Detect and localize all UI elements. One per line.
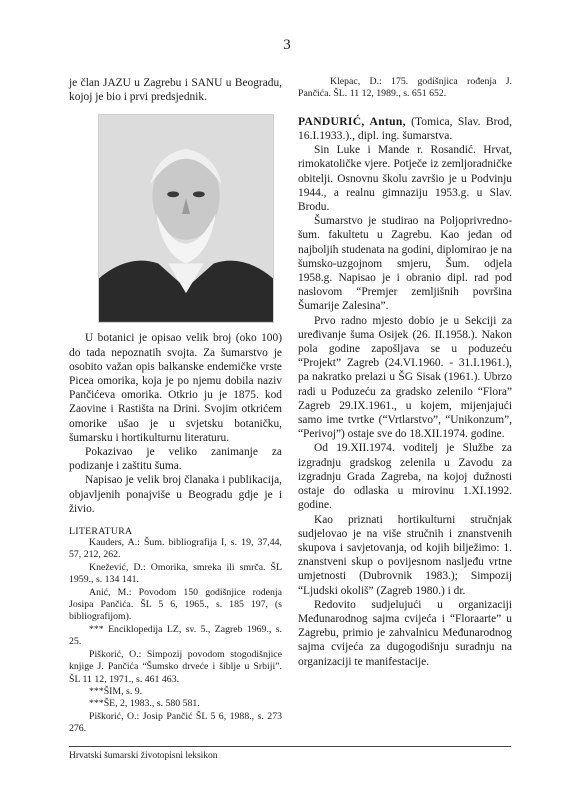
reference-8: Piškorić, O.: Josip Pančić ŠL 5 6, 1988., s. 273 276. [69,710,282,735]
reference-3: Anić, M.: Povodom 150 godišnjice rodenja Josipa Pančića. ŠL 5 6, 1965., s. 185 197, (s bibliografijom). [69,586,282,623]
footer-text: Hrvatski šumarski životopisni leksikon [69,751,218,761]
reference-7: ***ŠE, 2, 1983., s. 580 581. [89,698,200,710]
entry-head-details: (Tomica, Slav. Brod, 16.I.1933.)., dipl. ing. šumarstva. [298,114,512,143]
literature-title: LITERATURA [69,526,133,538]
entry-heading [298,115,512,143]
footer-divider [69,746,511,747]
entry-paragraph-2: Šumarstvo je studirao na Poljoprivredno-šum. fakultetu u Zagrebu. Kao jedan od najboljih studenata na godini, diplomirao je na šumsko-uzgojnom smjeru, Šum. odjela 1958.g. Napisao je i obranio dipl. rad pod naslovom “Premjer zemljišnih površina Šumarije Zalesina”. [298,215,512,313]
reference-5: Piškorić, O.: Simpozij povodom stogodišnjice knjige J. Pančića “Šumsko drveće i šiblje u Srbiji”. ŠL 11 12, 1971., s. 461 463. [69,648,282,685]
entry-name: PANDURIĆ, Antun, [298,114,406,128]
top-reference: Klepac, D.: 175. godišnjica rođenja J. Pančića. ŠL. 11 12, 1989., s. 651 652. [298,76,512,100]
entry-paragraph-6: Redovito sudjelujući u organizaciji Međunarodnog sajma cvijeća i “Floraarte” u Zagrebu, primio je zahvalnicu Međunarodnog sajma cvijeća za dugogodišnju suradnju na organizaciji te manifestacije. [298,598,512,668]
right-column [298,76,512,669]
left-column [69,76,282,736]
reference-2: Knežević, D.: Omorika, smreka ili smrča. ŠL 1959., s. 134 141. [69,561,282,586]
entry-paragraph-3: Prvo radno mjesto dobio je u Sekciji za uređivanje šuma Osijek (26. II.1958.). Nakon pola godine zapošljava se u poduzeću “Projekt” Zagreb (24.VI.1960. - 31.I.1961.), pa nakratko prelazi u ŠG Sisak (1961.). Ubrzo radi u Poduzeću za gradsko zelenilo “Flora” Zagreb 29.IX.1961., u kojem, mijenjajući samo ime tvrtke (“Vrtlarstvo”, “Unikonzum”, “Perivoj”) ostaje sve do 18.XII.1974. godine. [298,314,512,441]
entry-paragraph-5: Kao priznati hortikulturni stručnjak sudjelovao je na više stručnih i znanstvenih skupova i savjetovanja, od kojih bilježimo: 1. znanstveni skup o povijesnom nasljeđu vrtne umjetnosti (Dubrovnik 1983.); Simpozij “Ljudski okoliš” (Zagreb 1980.) i dr. [298,513,512,597]
page-number: 3 [283,37,291,53]
intro-text: je član JAZU u Zagrebu i SANU u Beogradu, kojoj je bio i prvi predsjednik. [69,77,282,104]
paragraph-1: U botanici je opisao velik broj (oko 100) do tada nepoznatih svojta. Za šumarstvo je osobito važan opis balkanske endemičke vrste Picea omorika, koja je po njemu dobila naziv Pančićeva omorika. Otkrio ju je 1875. kod Zaovine i Rastišta na Drini. Svojim otkrićem omorike ušao je u svjetsku botaničku, šumarsku i hortikulturnu literaturu. [69,332,282,444]
reference-1: Kauders, A.: Šum. bibliografija I, s. 19, 37,44, 57, 212, 262. [69,537,282,561]
reference-6: ***ŠIM, s. 9. [89,685,143,697]
paragraph-3: Napisao je velik broj članaka i publikacija, objavljenih ponajviše u Beogradu gdje je i živio. [69,474,282,515]
entry-paragraph-1: Sin Luke i Mande r. Rosandić. Hrvat, rimokatoličke vjere. Potječe iz zemljoradničke obitelji. Osnovnu školu završio je u Podvinju 1944., a realnu gimnaziju 1953.g. u Slav. Brodu. [298,144,512,214]
entry-paragraph-4: Od 19.XII.1974. voditelj je Službe za izgradnju gradskog zelenila u Zavodu za izgradnju Grada Zagreba, na kojoj dužnosti ostaje do odlaska u mirovinu 1.XI.1992. godine. [298,442,512,512]
reference-4: *** Enciklopedija LZ, sv. 5., Zagreb 1969., s. 25. [69,623,282,648]
paragraph-2: Pokazivao je veliko zanimanje za podizanje i zaštitu šuma. [69,446,282,473]
portrait-photo [98,114,274,323]
portrait-image [99,115,273,322]
